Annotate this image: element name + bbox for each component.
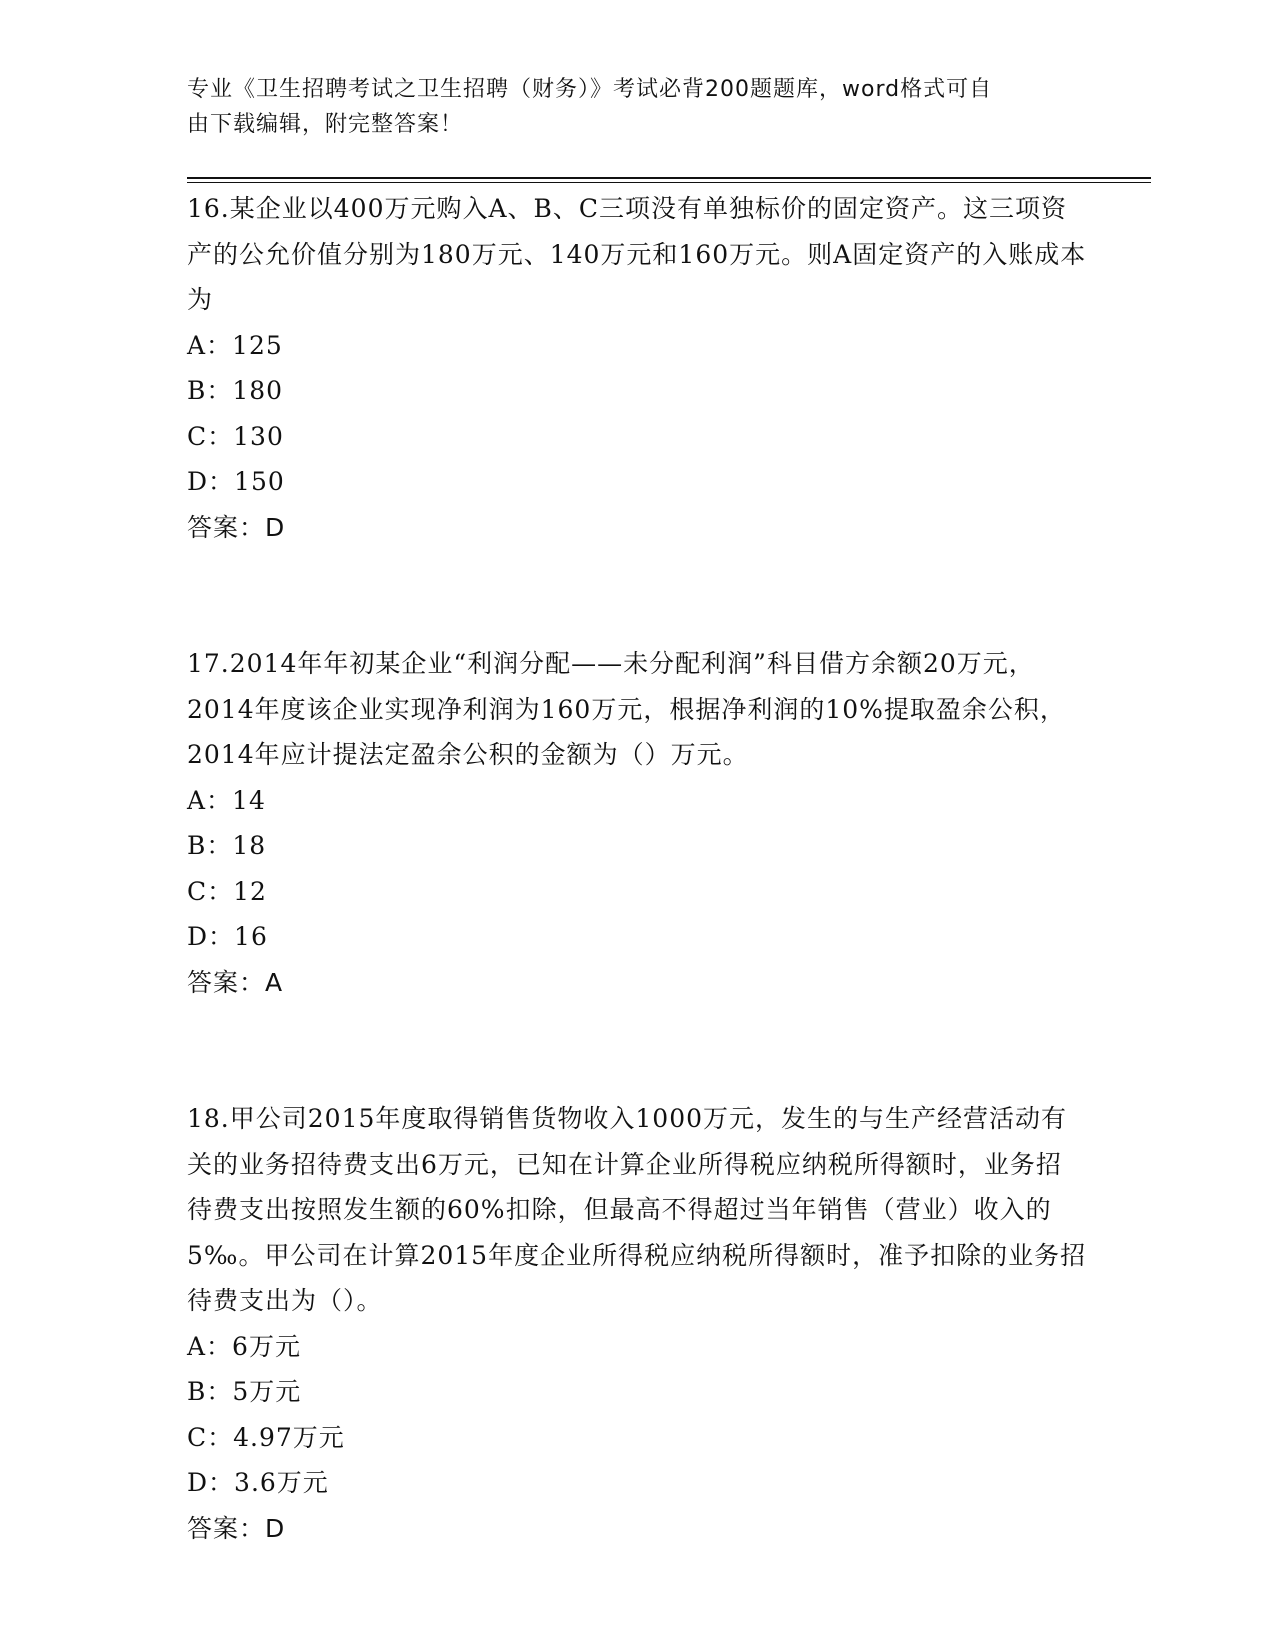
option-d: D：150: [187, 467, 285, 496]
option-b: B：180: [187, 376, 284, 405]
question-18: [187, 1096, 1087, 1551]
option-a: A：14: [187, 785, 266, 815]
option-a: A：125: [187, 330, 283, 360]
question-spacer: [187, 550, 1087, 641]
option-d: D：3.6万元: [187, 1468, 329, 1497]
question-stem: 17.2014年年初某企业“利润分配——未分配利润”科目借方余额20万元，2014年度该企业实现净利润为160万元，根据净利润的10%提取盈余公积，2014年应计提法定盈余公积的金额为（）万元。: [187, 649, 1066, 769]
question-stem: 16.某企业以400万元购入A、B、C三项没有单独标价的固定资产。这三项资产的公允价值分别为180万元、140万元和160万元。则A固定资产的入账成本为: [187, 194, 1087, 314]
option-d: D：16: [187, 922, 268, 951]
answer-line: 答案：D: [187, 512, 286, 542]
option-b: B：5万元: [187, 1377, 302, 1406]
document-header: [187, 72, 1067, 142]
question-stem: 18.甲公司2015年度取得销售货物收入1000万元，发生的与生产经营活动有关的业务招待费支出6万元，已知在计算企业所得税应纳税所得额时，业务招待费支出按照发生额的60%扣除，但最高不得超过当年销售（营业）收入的5‰。甲公司在计算2015年度企业所得税应纳税所得额时，准予扣除的业务招待费支出为（）。: [187, 1104, 1087, 1315]
question-16: [187, 186, 1087, 550]
header-divider-thick: [187, 177, 1151, 179]
question-spacer: [187, 1005, 1087, 1096]
option-c: C：12: [187, 876, 267, 906]
header-title-line-1: 专业《卫生招聘考试之卫生招聘（财务）》考试必背200题题库，word格式可自: [187, 77, 993, 102]
option-b: B：18: [187, 831, 267, 860]
question-list: [187, 186, 1087, 1551]
option-c: C：4.97万元: [187, 1422, 345, 1452]
option-c: C：130: [187, 421, 284, 451]
option-a: A：6万元: [187, 1331, 301, 1361]
answer-line: 答案：D: [187, 1513, 286, 1543]
answer-line: 答案：A: [187, 967, 284, 997]
question-17: [187, 641, 1087, 1005]
header-title-line-2: 由下载编辑，附完整答案！: [187, 112, 464, 137]
header-divider-thin: [187, 182, 1151, 183]
